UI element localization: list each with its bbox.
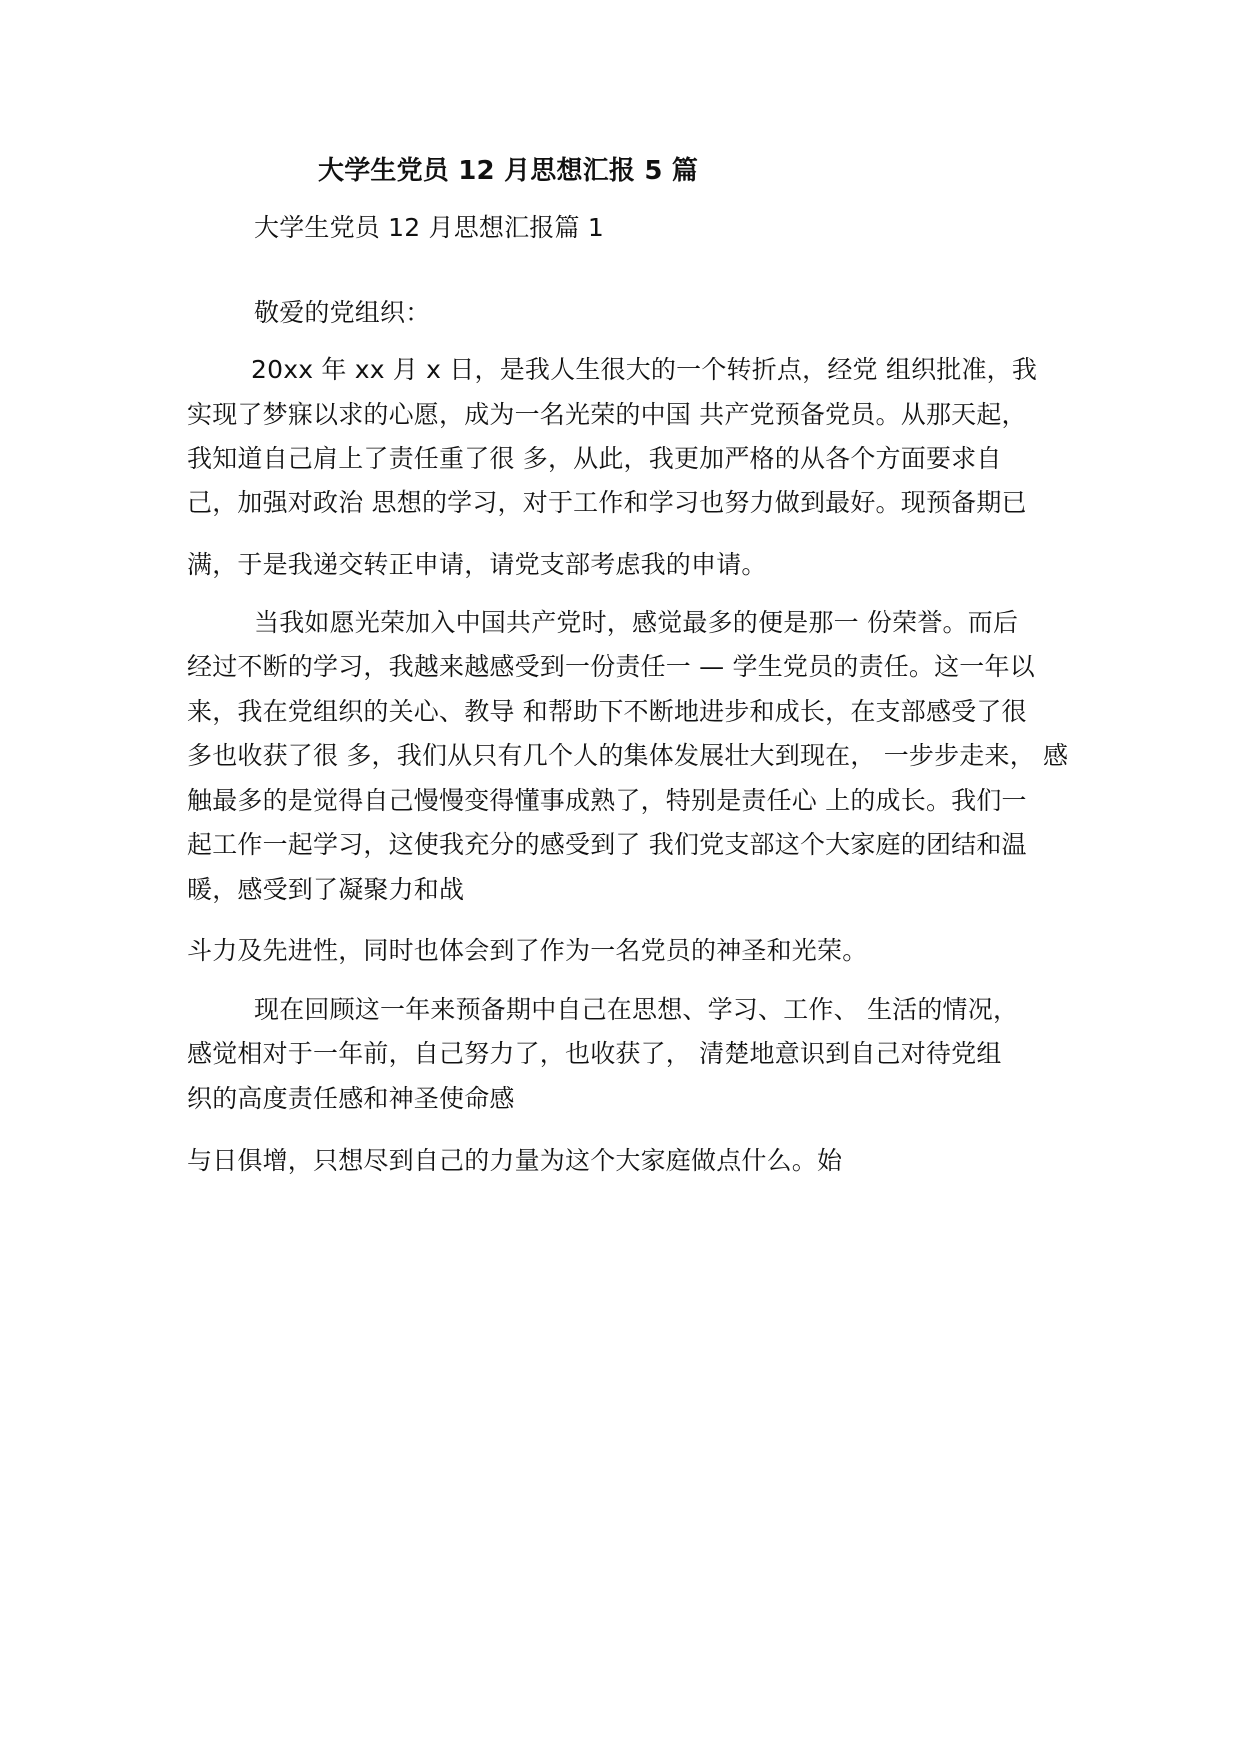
- paragraph-line: 感觉相对于一年前，自己努力了，也收获了， 清楚地意识到自己对待党组: [187, 1039, 1002, 1068]
- paragraph-line: 起工作一起学习，这使我充分的感受到了 我们党支部这个大家庭的团结和温: [187, 830, 1027, 859]
- paragraph-line: 己，加强对政治 思想的学习，对于工作和学习也努力做到最好。现预备期已: [187, 488, 1027, 517]
- paragraph-line: 满，于是我递交转正申请，请党支部考虑我的申请。: [187, 550, 767, 579]
- paragraph-line: 与日俱增，只想尽到自己的力量为这个大家庭做点什么。始: [187, 1146, 843, 1175]
- paragraph-line: 我知道自己肩上了责任重了很 多，从此，我更加严格的从各个方面要求自: [187, 444, 1002, 473]
- paragraph-line: 当我如愿光荣加入中国共产党时，感觉最多的便是那一 份荣誉。而后: [254, 608, 1019, 637]
- paragraph-line: 织的高度责任感和神圣使命感: [187, 1084, 515, 1113]
- salutation: 敬爱的党组织：: [254, 298, 431, 327]
- paragraph-line: 20xx 年 xx 月 x 日，是我人生很大的一个转折点，经党 组织批准，我: [251, 355, 1038, 384]
- paragraph-line: 斗力及先进性，同时也体会到了作为一名党员的神圣和光荣。: [187, 936, 868, 965]
- paragraph-line: 触最多的是觉得自己慢慢变得懂事成熟了，特别是责任心 上的成长。我们一: [187, 786, 1027, 815]
- section-heading: 大学生党员 12 月思想汇报篇 1: [254, 213, 604, 242]
- paragraph-line: 现在回顾这一年来预备期中自己在思想、学习、工作、 生活的情况，: [254, 995, 1019, 1024]
- document-title: 大学生党员 12 月思想汇报 5 篇: [318, 156, 699, 186]
- paragraph-line: 来，我在党组织的关心、教导 和帮助下不断地进步和成长，在支部感受了很: [187, 697, 1027, 726]
- paragraph-line: 经过不断的学习，我越来越感受到一份责任一 — 学生党员的责任。这一年以: [187, 652, 1035, 681]
- paragraph-line: 实现了梦寐以求的心愿，成为一名光荣的中国 共产党预备党员。从那天起，: [187, 400, 1027, 429]
- paragraph-line: 多也收获了很 多，我们从只有几个人的集体发展壮大到现在， 一步步走来， 感: [187, 741, 1069, 770]
- paragraph-line: 暖，感受到了凝聚力和战: [187, 875, 465, 904]
